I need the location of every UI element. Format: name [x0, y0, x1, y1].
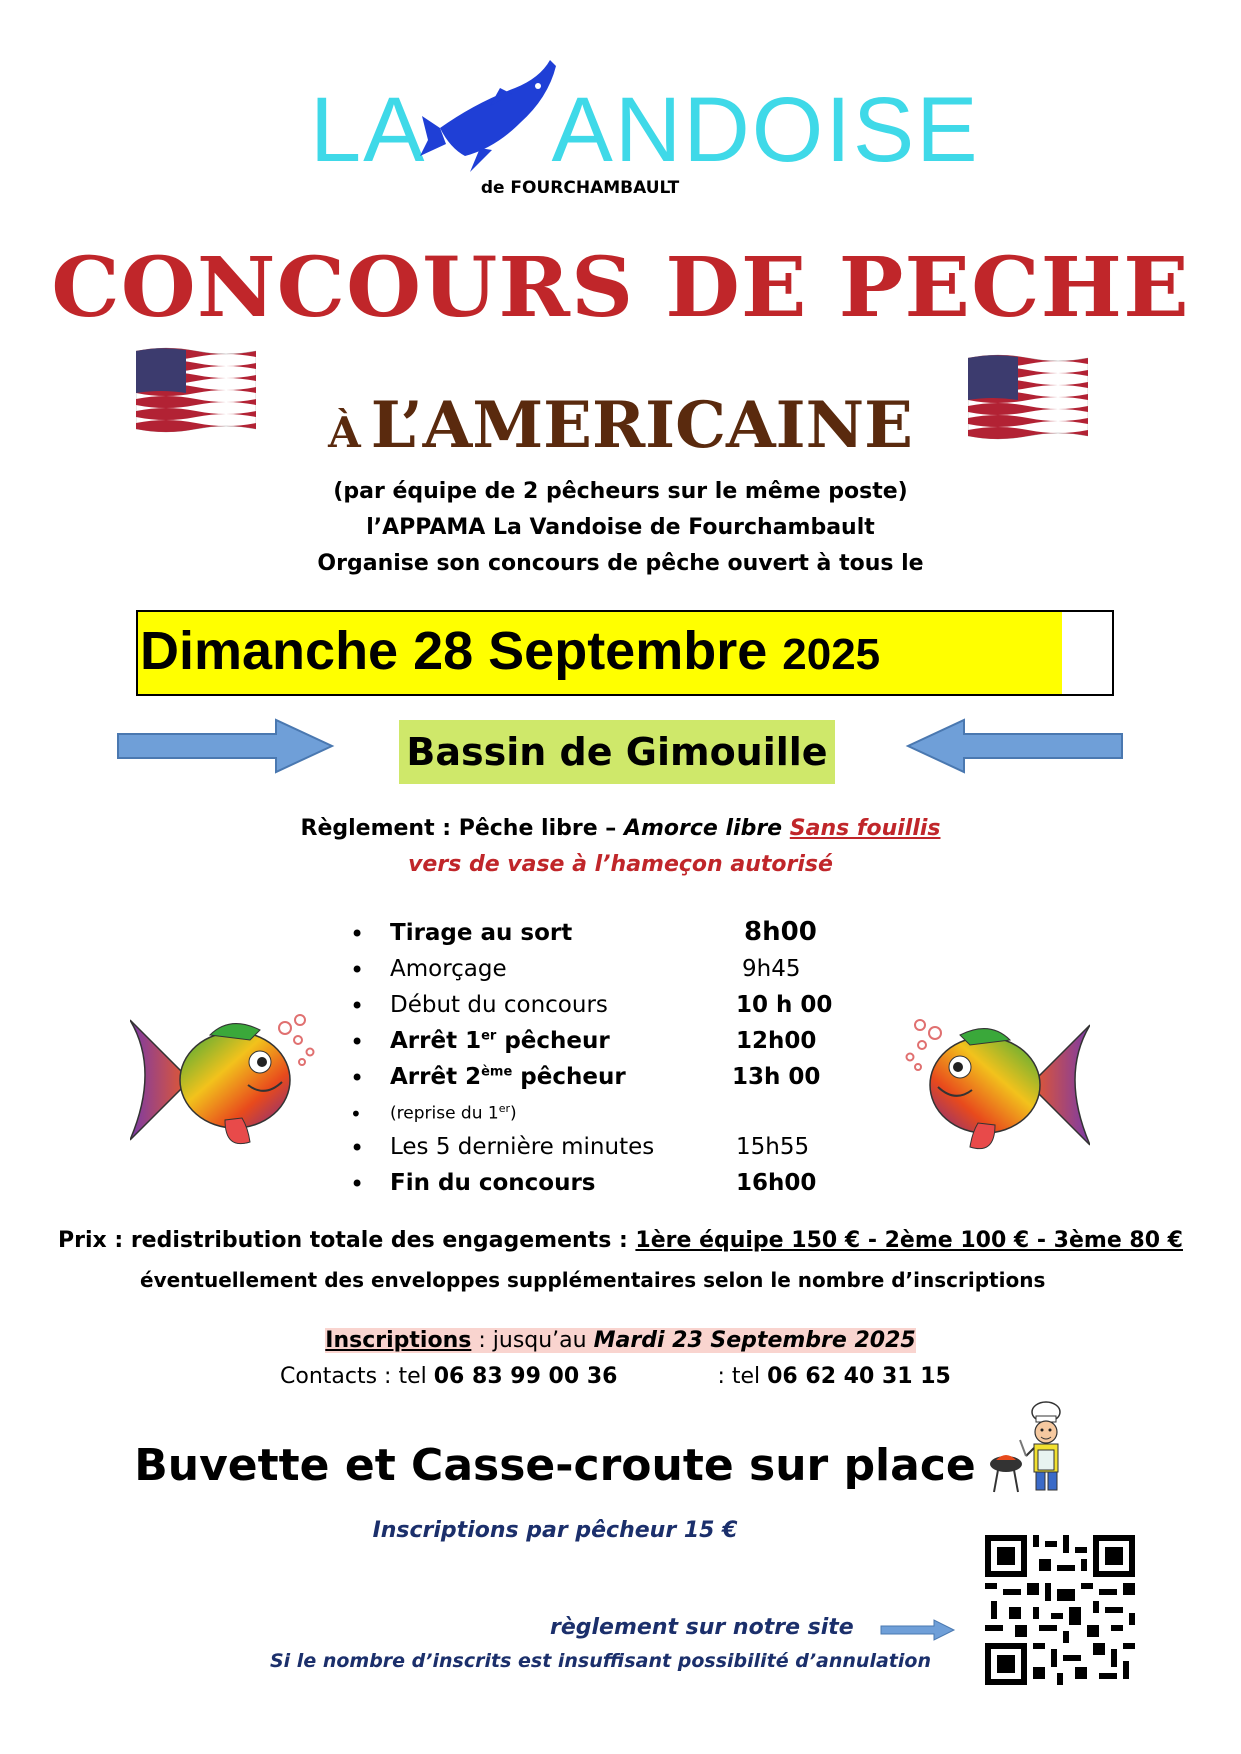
rules-label: Règlement : Pêche libre – [300, 816, 624, 841]
price-line: Inscriptions par pêcheur 15 € [372, 1518, 738, 1543]
schedule-label: Amorçage [390, 956, 507, 982]
subtitle-prefix: À [328, 408, 361, 457]
cartoon-fish-icon [900, 1015, 1090, 1155]
subtitle-americaine: L’AMERICAINE [370, 388, 913, 463]
prize-amounts: 1ère équipe 150 € - 2ème 100 € - 3ème 80 € [635, 1228, 1183, 1253]
reglement-site: règlement sur notre site [550, 1615, 854, 1640]
rules-line [0, 816, 1241, 841]
inscriptions-label: Inscriptions [325, 1328, 472, 1353]
date-year: 2025 [782, 630, 881, 679]
contacts-label-2: : tel [717, 1364, 768, 1389]
intro-line: Organise son concours de pêche ouvert à tous le [317, 551, 924, 576]
schedule-time: 9h45 [742, 956, 801, 982]
cartoon-fish-icon [130, 1010, 320, 1150]
contact-phone-1: 06 83 99 00 36 [433, 1364, 618, 1389]
schedule-time: 13h 00 [732, 1064, 821, 1090]
schedule-time: 15h55 [736, 1134, 810, 1160]
schedule-time: 8h00 [744, 917, 817, 947]
rules-vers: vers de vase à l’hameçon autorisé [408, 852, 833, 877]
contacts-line [280, 1364, 951, 1389]
prize-line [0, 1228, 1241, 1253]
schedule-label: Début du concours [390, 992, 608, 1018]
contacts-label: Contacts : tel [280, 1364, 434, 1389]
arrow-right-icon [116, 718, 336, 774]
schedule-time: 16h00 [736, 1170, 817, 1196]
logo-fish-icon [420, 48, 570, 178]
schedule-label: Arrêt 2ème pêcheur [390, 1064, 626, 1090]
arrow-right-icon [880, 1618, 956, 1642]
schedule-label: Tirage au sort [390, 920, 573, 946]
logo-part1: LA [310, 79, 427, 181]
prize-label: Prix : redistribution totale des engagements : [58, 1228, 636, 1253]
arrow-left-icon [904, 718, 1124, 774]
inscriptions-until: : jusqu’au [471, 1328, 594, 1353]
contact-phone-2: 06 62 40 31 15 [767, 1364, 951, 1389]
logo-text [310, 78, 980, 183]
event-date [140, 620, 880, 682]
rules-amorce: Amorce libre [623, 816, 783, 841]
qr-code-icon[interactable] [985, 1535, 1135, 1685]
inscriptions-line [0, 1328, 1241, 1353]
chef-bbq-icon [988, 1400, 1078, 1500]
intro-line: (par équipe de 2 pêcheurs sur le même poste) [333, 479, 908, 504]
rules-sans-fouillis: Sans fouillis [789, 816, 941, 841]
annulation-notice: Si le nombre d’inscrits est insuffisant possibilité d’annulation [270, 1650, 931, 1672]
logo-part2: ANDOISE [551, 79, 980, 181]
schedule-label: (reprise du 1er) [390, 1102, 517, 1124]
schedule-label: Fin du concours [390, 1170, 596, 1196]
inscriptions-date: Mardi 23 Septembre 2025 [593, 1328, 916, 1353]
venue: Bassin de Gimouille [399, 720, 835, 784]
subtitle [0, 388, 1241, 463]
schedule-label: Les 5 dernière minutes [390, 1134, 655, 1160]
schedule-time: 12h00 [736, 1028, 817, 1054]
date-main: Dimanche 28 Septembre [140, 621, 768, 681]
buvette-heading: Buvette et Casse-croute sur place [134, 1440, 976, 1491]
intro-block [0, 474, 1241, 582]
schedule-time: 10 h 00 [736, 992, 833, 1018]
schedule-label: Arrêt 1er pêcheur [390, 1028, 610, 1054]
intro-line: l’APPAMA La Vandoise de Fourchambault [366, 515, 875, 540]
prize-extra: éventuellement des enveloppes supplémentaires selon le nombre d’inscriptions [140, 1268, 1046, 1292]
main-title: CONCOURS DE PECHE [51, 240, 1190, 336]
logo-subtitle: de FOURCHAMBAULT [480, 178, 680, 198]
